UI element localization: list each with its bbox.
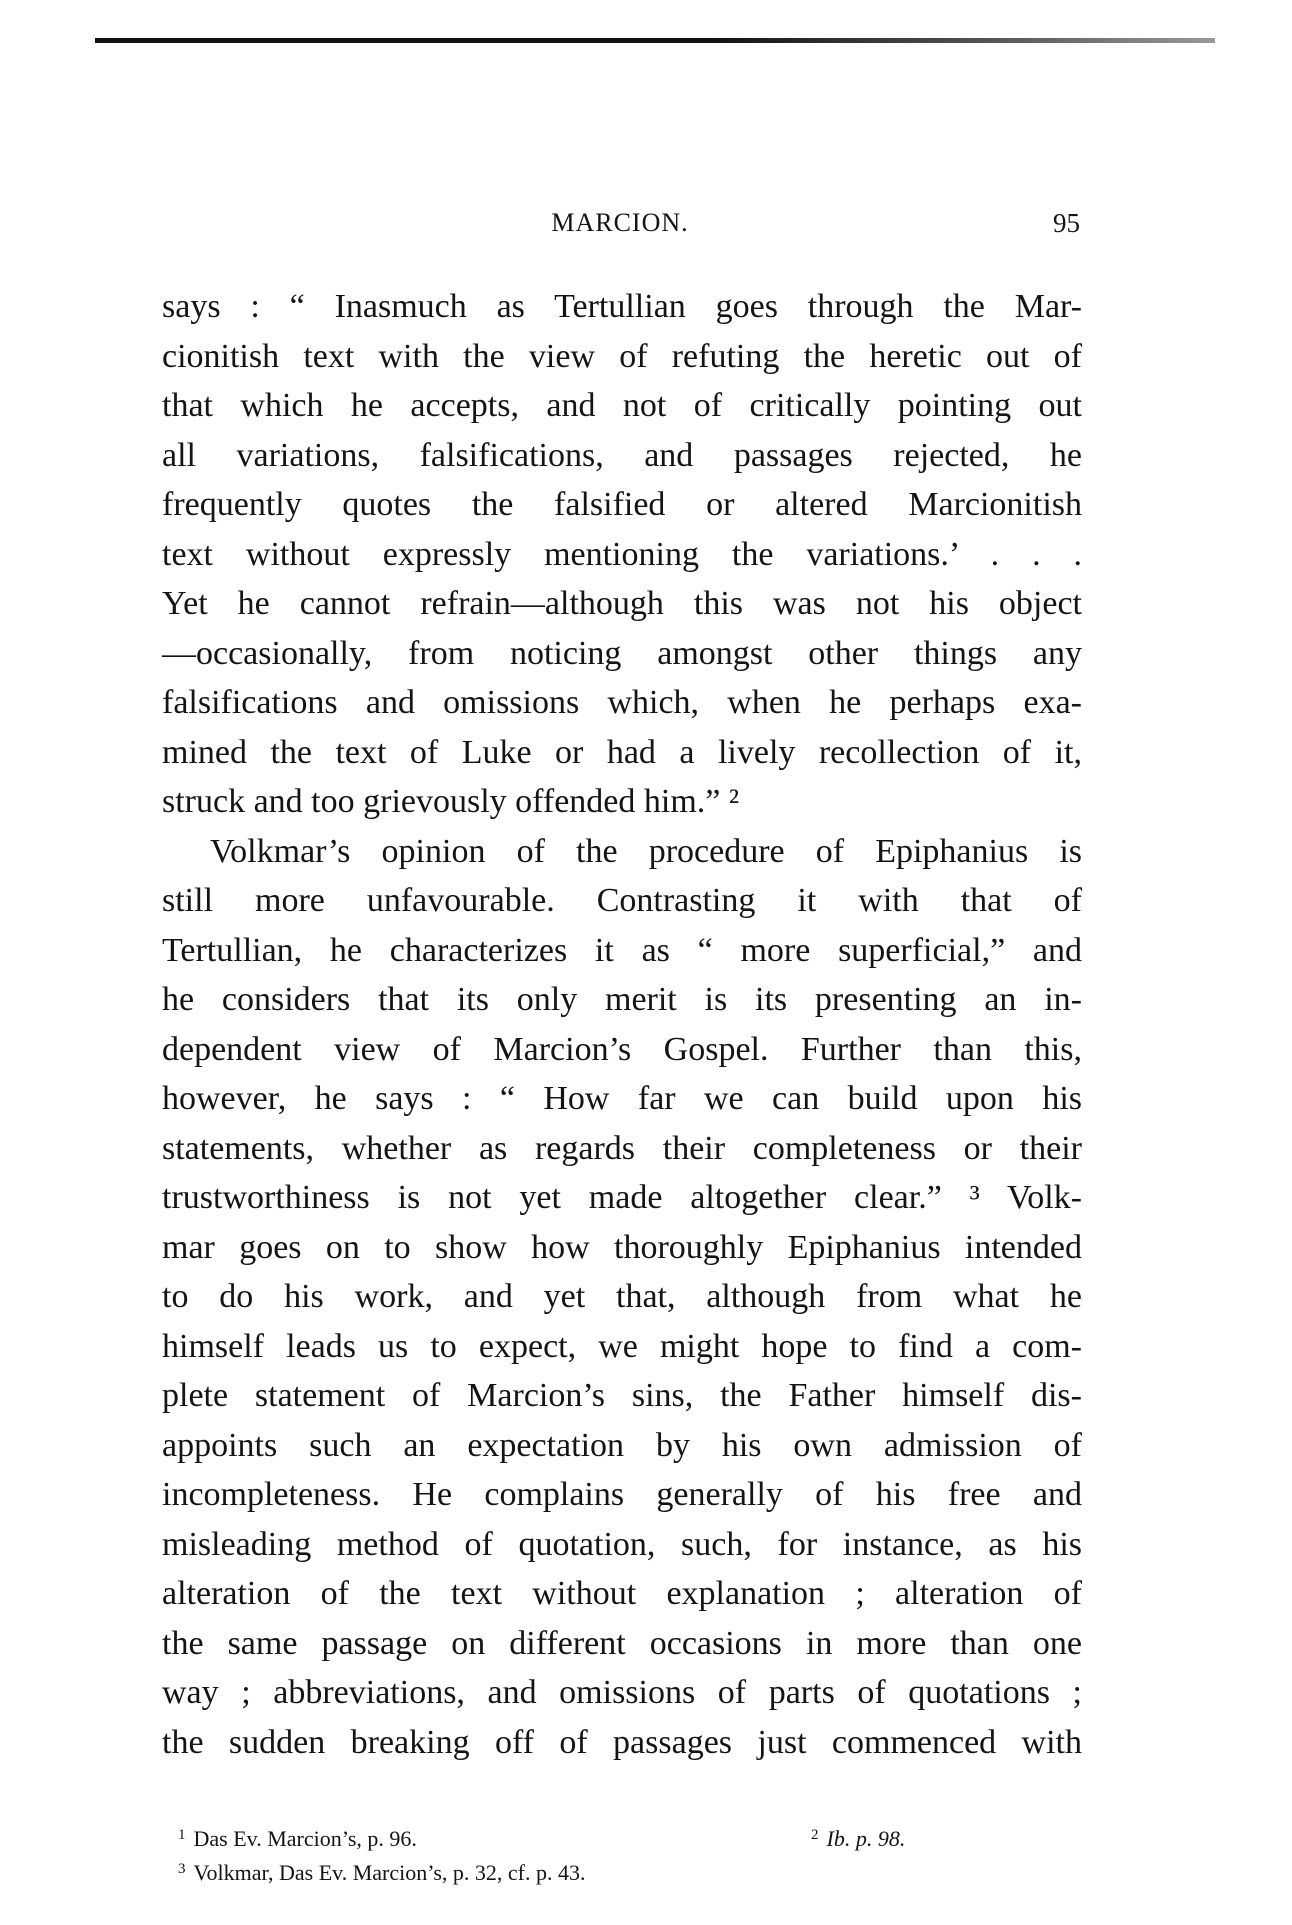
text-line: —occasionally, from noticing amongst other things any xyxy=(162,634,1082,672)
footnote-text: Das Ev. Marcion’s, p. 96. xyxy=(193,1826,417,1851)
footnote-text: Ib. p. 98. xyxy=(826,1826,906,1851)
footnote-mark: 3 xyxy=(178,1861,186,1877)
text-line: dependent view of Marcion’s Gospel. Further than this, xyxy=(162,1030,1082,1068)
text-line: text without expressly mentioning the variations.’ . . . xyxy=(162,535,1082,573)
text-line: plete statement of Marcion’s sins, the Father himself dis- xyxy=(162,1377,1082,1414)
footnote-row xyxy=(178,1852,1058,1886)
text-line: mar goes on to show how thoroughly Epiphanius intended xyxy=(162,1228,1082,1266)
text-line: himself leads us to expect, we might hope to find a com- xyxy=(162,1327,1082,1365)
text-line: incompleteness. He complains generally of his free and xyxy=(162,1476,1082,1513)
footnote-row xyxy=(178,1818,1058,1852)
text-line: that which he accepts, and not of critically pointing out xyxy=(162,387,1082,424)
footnote-text: Volkmar, Das Ev. Marcion’s, p. 32, cf. p. 43. xyxy=(193,1860,586,1885)
running-head xyxy=(160,208,1080,248)
text-line: cionitish text with the view of refuting the heretic out of xyxy=(162,337,1082,375)
text-line: he considers that its only merit is its presenting an in- xyxy=(162,981,1082,1018)
text-line: says : “ Inasmuch as Tertullian goes through the Mar- xyxy=(162,288,1082,325)
text-line: the sudden breaking off of passages just commenced with xyxy=(162,1723,1082,1761)
footnote-mark: 2 xyxy=(811,1827,819,1843)
footnote-2 xyxy=(811,1818,905,1856)
text-line: falsifications and omissions which, when he perhaps exa- xyxy=(162,684,1082,721)
text-line: still more unfavourable. Contrasting it with that of xyxy=(162,882,1082,919)
text-line: Yet he cannot refrain—although this was not his object xyxy=(162,585,1082,622)
text-line: trustworthiness is not yet made altogether clear.” ³ Volk- xyxy=(162,1179,1082,1216)
footnotes xyxy=(178,1818,1058,1886)
top-rule xyxy=(95,38,1215,43)
text-line: statements, whether as regards their completeness or their xyxy=(162,1129,1082,1167)
page-number: 95 xyxy=(1053,208,1080,238)
text-line: Volkmar’s opinion of the procedure of Epiphanius is xyxy=(210,832,1082,870)
text-line: frequently quotes the falsified or altered Marcionitish xyxy=(162,486,1082,523)
text-line: however, he says : “ How far we can build upon his xyxy=(162,1080,1082,1117)
text-line: struck and too grievously offended him.” ² xyxy=(162,783,740,820)
text-line: to do his work, and yet that, although from what he xyxy=(162,1278,1082,1315)
text-line: alteration of the text without explanation ; alteration of xyxy=(162,1575,1082,1612)
body-text xyxy=(162,282,1082,1767)
text-line: mined the text of Luke or had a lively recollection of it, xyxy=(162,733,1082,771)
text-line: Tertullian, he characterizes it as “ more superficial,” and xyxy=(162,931,1082,969)
running-title: MARCION. xyxy=(551,208,689,237)
footnote-mark: 1 xyxy=(178,1827,186,1843)
text-line: way ; abbreviations, and omissions of parts of quotations ; xyxy=(162,1674,1082,1711)
footnote-3 xyxy=(178,1852,586,1890)
footnote-1 xyxy=(178,1818,417,1856)
text-line: appoints such an expectation by his own admission of xyxy=(162,1426,1082,1464)
text-line: misleading method of quotation, such, for instance, as his xyxy=(162,1525,1082,1563)
text-line: the same passage on different occasions in more than one xyxy=(162,1624,1082,1662)
text-line: all variations, falsifications, and passages rejected, he xyxy=(162,436,1082,474)
